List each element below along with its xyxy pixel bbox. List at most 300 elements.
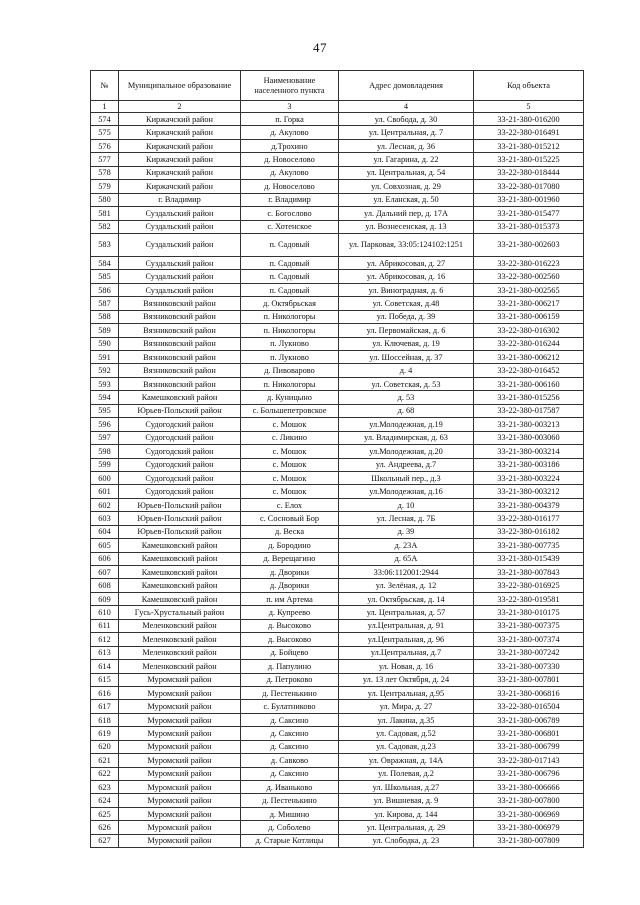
object-code-cell: 33-21-380-007801: [474, 673, 584, 686]
row-number: 598: [91, 445, 119, 458]
object-code-cell: 33-21-380-006801: [474, 727, 584, 740]
row-number: 603: [91, 512, 119, 525]
municipality-cell: Вязниковский район: [119, 297, 241, 310]
row-number: 596: [91, 418, 119, 431]
municipality-cell: Вязниковский район: [119, 364, 241, 377]
row-number: 601: [91, 485, 119, 498]
address-cell: ул. Зелёная, д. 12: [339, 579, 474, 592]
address-cell: ул. Центральная, д.95: [339, 686, 474, 699]
object-code-cell: 33-22-380-017143: [474, 754, 584, 767]
municipality-cell: г. Владимир: [119, 193, 241, 206]
settlement-cell: п. Никологоры: [241, 324, 339, 337]
settlement-cell: д. Бойцево: [241, 646, 339, 659]
table-row: [91, 153, 584, 166]
header-row: [91, 71, 584, 101]
column-number: 1: [91, 101, 119, 113]
object-code-cell: 33-21-380-015373: [474, 220, 584, 233]
table-row: [91, 807, 584, 820]
address-cell: ул. Советская, д.48: [339, 297, 474, 310]
table-row: [91, 431, 584, 444]
municipality-cell: Суздальский район: [119, 233, 241, 256]
municipality-cell: Камешковский район: [119, 539, 241, 552]
table-row: [91, 754, 584, 767]
municipality-cell: Гусь-Хрустальный район: [119, 606, 241, 619]
row-number: 622: [91, 767, 119, 780]
address-cell: ул. Школьная, д.27: [339, 781, 474, 794]
municipality-cell: Муромский район: [119, 686, 241, 699]
municipality-cell: Меленковский район: [119, 619, 241, 632]
header-number: №: [91, 71, 119, 101]
address-cell: ул. Вишневая, д. 9: [339, 794, 474, 807]
object-code-cell: 33-22-380-002560: [474, 270, 584, 283]
row-number: 602: [91, 498, 119, 511]
address-cell: ул. Первомайская, д. 6: [339, 324, 474, 337]
table-row: [91, 767, 584, 780]
municipality-cell: Киржачский район: [119, 180, 241, 193]
municipality-cell: Муромский район: [119, 713, 241, 726]
header-municipality: Муниципальное образование: [119, 71, 241, 101]
municipality-cell: Вязниковский район: [119, 377, 241, 390]
address-cell: ул. Центральная, д. 29: [339, 821, 474, 834]
row-number: 612: [91, 633, 119, 646]
object-code-cell: 33-22-380-016491: [474, 126, 584, 139]
object-code-cell: 33-21-380-003214: [474, 445, 584, 458]
municipality-cell: Юрьев-Польский район: [119, 498, 241, 511]
settlement-cell: п. Садовый: [241, 270, 339, 283]
object-code-cell: 33-21-380-007843: [474, 566, 584, 579]
row-number: 617: [91, 700, 119, 713]
municipality-cell: Киржачский район: [119, 113, 241, 126]
municipality-cell: Вязниковский район: [119, 324, 241, 337]
table-row: [91, 700, 584, 713]
address-cell: д. 39: [339, 525, 474, 538]
municipality-cell: Судогодский район: [119, 445, 241, 458]
settlement-cell: д. Акулово: [241, 166, 339, 179]
table-row: [91, 539, 584, 552]
row-number: 624: [91, 794, 119, 807]
row-number: 575: [91, 126, 119, 139]
object-code-cell: 33-21-380-007375: [474, 619, 584, 632]
settlement-cell: д. Саксино: [241, 727, 339, 740]
row-number: 586: [91, 283, 119, 296]
object-code-cell: 33-22-380-016182: [474, 525, 584, 538]
address-cell: д. 4: [339, 364, 474, 377]
object-code-cell: 33-21-380-006969: [474, 807, 584, 820]
address-cell: ул. Абрикосовая, д. 27: [339, 256, 474, 269]
address-cell: ул. Свобода, д. 30: [339, 113, 474, 126]
object-code-cell: 33-21-380-006160: [474, 377, 584, 390]
municipality-cell: Суздальский район: [119, 256, 241, 269]
row-number: 587: [91, 297, 119, 310]
municipality-cell: Вязниковский район: [119, 351, 241, 364]
table-row: [91, 646, 584, 659]
row-number: 574: [91, 113, 119, 126]
address-cell: ул. Шоссейная, д. 37: [339, 351, 474, 364]
municipality-cell: Киржачский район: [119, 153, 241, 166]
settlement-cell: с. Булатниково: [241, 700, 339, 713]
municipality-cell: Киржачский район: [119, 126, 241, 139]
row-number: 620: [91, 740, 119, 753]
settlement-cell: д. Петроково: [241, 673, 339, 686]
settlement-cell: д.Трохино: [241, 139, 339, 152]
municipality-cell: Киржачский район: [119, 139, 241, 152]
table-row: [91, 377, 584, 390]
address-cell: ул. Кирова, д. 144: [339, 807, 474, 820]
table-row: [91, 619, 584, 632]
municipality-cell: Суздальский район: [119, 270, 241, 283]
row-number: 616: [91, 686, 119, 699]
table-row: [91, 686, 584, 699]
row-number: 577: [91, 153, 119, 166]
settlement-cell: с. Мошок: [241, 458, 339, 471]
settlement-cell: п. Никологоры: [241, 310, 339, 323]
settlement-cell: д. Октябрьская: [241, 297, 339, 310]
object-code-cell: 33-22-380-016302: [474, 324, 584, 337]
settlement-cell: п. Садовый: [241, 283, 339, 296]
municipality-cell: Суздальский район: [119, 220, 241, 233]
households-table: [90, 70, 584, 848]
object-code-cell: 33-21-380-004379: [474, 498, 584, 511]
settlement-cell: д. Мишино: [241, 807, 339, 820]
address-cell: ул. Садовая, д.52: [339, 727, 474, 740]
settlement-cell: д. Папулино: [241, 660, 339, 673]
table-row: [91, 485, 584, 498]
table-row: [91, 193, 584, 206]
municipality-cell: Муромский район: [119, 834, 241, 847]
settlement-cell: д. Бородино: [241, 539, 339, 552]
address-cell: ул. Ключевая, д. 19: [339, 337, 474, 350]
settlement-cell: с. Хотенское: [241, 220, 339, 233]
settlement-cell: п. Лукново: [241, 351, 339, 364]
object-code-cell: 33-22-380-016244: [474, 337, 584, 350]
table-row: [91, 727, 584, 740]
object-code-cell: 33-21-380-006212: [474, 351, 584, 364]
object-code-cell: 33-22-380-016925: [474, 579, 584, 592]
municipality-cell: Муромский район: [119, 740, 241, 753]
address-cell: ул. Андреева, д.7: [339, 458, 474, 471]
table-row: [91, 660, 584, 673]
address-cell: ул. Лесная, д. 36: [339, 139, 474, 152]
municipality-cell: Муромский район: [119, 700, 241, 713]
row-number: 576: [91, 139, 119, 152]
table-row: [91, 592, 584, 605]
municipality-cell: Муромский район: [119, 807, 241, 820]
municipality-cell: Муромский район: [119, 754, 241, 767]
municipality-cell: Юрьев-Польский район: [119, 525, 241, 538]
row-number: 592: [91, 364, 119, 377]
row-number: 607: [91, 566, 119, 579]
address-cell: ул.Молодежная, д.19: [339, 418, 474, 431]
municipality-cell: Судогодский район: [119, 458, 241, 471]
row-number: 594: [91, 391, 119, 404]
settlement-cell: п. Никологоры: [241, 377, 339, 390]
municipality-cell: Судогодский район: [119, 418, 241, 431]
address-cell: ул. Лесная, д. 7Б: [339, 512, 474, 525]
column-number-row: [91, 101, 584, 113]
settlement-cell: п. Лукново: [241, 337, 339, 350]
row-number: 606: [91, 552, 119, 565]
settlement-cell: п. им Артема: [241, 592, 339, 605]
address-cell: ул. Слободка, д. 23: [339, 834, 474, 847]
table-row: [91, 552, 584, 565]
municipality-cell: Меленковский район: [119, 633, 241, 646]
settlement-cell: п. Горка: [241, 113, 339, 126]
settlement-cell: д. Акулово: [241, 126, 339, 139]
object-code-cell: 33-21-380-006217: [474, 297, 584, 310]
settlement-cell: д. Веска: [241, 525, 339, 538]
row-number: 588: [91, 310, 119, 323]
address-cell: ул. Центральная, д. 57: [339, 606, 474, 619]
municipality-cell: Суздальский район: [119, 283, 241, 296]
municipality-cell: Судогодский район: [119, 431, 241, 444]
settlement-cell: п. Садовый: [241, 256, 339, 269]
settlement-cell: д. Пестенькино: [241, 794, 339, 807]
row-number: 584: [91, 256, 119, 269]
row-number: 583: [91, 233, 119, 256]
address-cell: д. 23А: [339, 539, 474, 552]
object-code-cell: 33-21-380-015256: [474, 391, 584, 404]
object-code-cell: 33-21-380-003213: [474, 418, 584, 431]
table-row: [91, 391, 584, 404]
object-code-cell: 33-21-380-006796: [474, 767, 584, 780]
row-number: 591: [91, 351, 119, 364]
settlement-cell: г. Владимир: [241, 193, 339, 206]
municipality-cell: Муромский район: [119, 781, 241, 794]
settlement-cell: с. Елох: [241, 498, 339, 511]
row-number: 604: [91, 525, 119, 538]
settlement-cell: д. Дворики: [241, 579, 339, 592]
settlement-cell: с. Мошок: [241, 418, 339, 431]
table-row: [91, 418, 584, 431]
row-number: 578: [91, 166, 119, 179]
address-cell: д. 65А: [339, 552, 474, 565]
settlement-cell: с. Богослово: [241, 207, 339, 220]
table-row: [91, 512, 584, 525]
settlement-cell: с. Мошок: [241, 471, 339, 484]
settlement-cell: с. Мошок: [241, 445, 339, 458]
row-number: 590: [91, 337, 119, 350]
table-row: [91, 781, 584, 794]
table-row: [91, 834, 584, 847]
address-cell: ул. Лакина, д.35: [339, 713, 474, 726]
settlement-cell: д. Высоково: [241, 633, 339, 646]
address-cell: ул. Вознесенская, д. 13: [339, 220, 474, 233]
header-address: Адрес домовладения: [339, 71, 474, 101]
municipality-cell: Меленковский район: [119, 660, 241, 673]
table-row: [91, 233, 584, 256]
table-row: [91, 458, 584, 471]
address-cell: ул. Центральная, д. 7: [339, 126, 474, 139]
object-code-cell: 33-21-380-003212: [474, 485, 584, 498]
municipality-cell: Меленковский район: [119, 646, 241, 659]
address-cell: ул. Новая, д. 16: [339, 660, 474, 673]
municipality-cell: Муромский район: [119, 767, 241, 780]
object-code-cell: 33-21-380-007330: [474, 660, 584, 673]
table-row: [91, 220, 584, 233]
table-row: [91, 673, 584, 686]
table-row: [91, 166, 584, 179]
settlement-cell: д. Саксино: [241, 713, 339, 726]
address-cell: ул.Центральная, д. 96: [339, 633, 474, 646]
row-number: 608: [91, 579, 119, 592]
address-cell: ул. Победа, д. 39: [339, 310, 474, 323]
row-number: 619: [91, 727, 119, 740]
row-number: 600: [91, 471, 119, 484]
address-cell: ул. Гагарина, д. 22: [339, 153, 474, 166]
table-row: [91, 351, 584, 364]
table-row: [91, 337, 584, 350]
object-code-cell: 33-21-380-015439: [474, 552, 584, 565]
table-row: [91, 404, 584, 417]
municipality-cell: Камешковский район: [119, 566, 241, 579]
settlement-cell: с. Большепетровское: [241, 404, 339, 417]
municipality-cell: Камешковский район: [119, 579, 241, 592]
object-code-cell: 33-21-380-015212: [474, 139, 584, 152]
row-number: 581: [91, 207, 119, 220]
object-code-cell: 33-21-380-010175: [474, 606, 584, 619]
settlement-cell: д. Купреево: [241, 606, 339, 619]
address-cell: ул. Октябрьская, д. 14: [339, 592, 474, 605]
table-row: [91, 310, 584, 323]
address-cell: ул. Еланская, д. 50: [339, 193, 474, 206]
address-cell: ул. Полевая, д.2: [339, 767, 474, 780]
row-number: 580: [91, 193, 119, 206]
table-row: [91, 113, 584, 126]
address-cell: д. 68: [339, 404, 474, 417]
table-row: [91, 794, 584, 807]
row-number: 610: [91, 606, 119, 619]
address-cell: Школьный пер., д.3: [339, 471, 474, 484]
object-code-cell: 33-21-380-007242: [474, 646, 584, 659]
settlement-cell: д. Савково: [241, 754, 339, 767]
row-number: 627: [91, 834, 119, 847]
object-code-cell: 33-21-380-002603: [474, 233, 584, 256]
address-cell: ул. Центральная, д. 54: [339, 166, 474, 179]
table-row: [91, 525, 584, 538]
address-cell: ул. Владимирская, д. 63: [339, 431, 474, 444]
settlement-cell: д. Пестенькино: [241, 686, 339, 699]
object-code-cell: 33-22-380-016452: [474, 364, 584, 377]
object-code-cell: 33-22-380-016223: [474, 256, 584, 269]
object-code-cell: 33-22-380-019581: [474, 592, 584, 605]
row-number: 599: [91, 458, 119, 471]
settlement-cell: д. Куницыно: [241, 391, 339, 404]
settlement-cell: п. Садовый: [241, 233, 339, 256]
object-code-cell: 33-21-380-015477: [474, 207, 584, 220]
object-code-cell: 33-21-380-007735: [474, 539, 584, 552]
object-code-cell: 33-21-380-006799: [474, 740, 584, 753]
row-number: 623: [91, 781, 119, 794]
settlement-cell: с. Мошок: [241, 485, 339, 498]
settlement-cell: д. Верещагино: [241, 552, 339, 565]
table-row: [91, 180, 584, 193]
row-number: 626: [91, 821, 119, 834]
address-cell: ул. Виноградная, д. 6: [339, 283, 474, 296]
object-code-cell: 33-22-380-016504: [474, 700, 584, 713]
table-row: [91, 498, 584, 511]
row-number: 589: [91, 324, 119, 337]
table-row: [91, 713, 584, 726]
row-number: 625: [91, 807, 119, 820]
column-number: 3: [241, 101, 339, 113]
header-settlement: Наименование населенного пункта: [241, 71, 339, 101]
table-row: [91, 126, 584, 139]
object-code-cell: 33-22-380-016177: [474, 512, 584, 525]
address-cell: ул. Абрикосовая, д. 16: [339, 270, 474, 283]
table-row: [91, 445, 584, 458]
address-cell: д. 10: [339, 498, 474, 511]
table-row: [91, 566, 584, 579]
settlement-cell: д. Иваньково: [241, 781, 339, 794]
row-number: 614: [91, 660, 119, 673]
table-row: [91, 270, 584, 283]
object-code-cell: 33-21-380-001960: [474, 193, 584, 206]
address-cell: ул. Совхозная, д. 29: [339, 180, 474, 193]
settlement-cell: д. Высоково: [241, 619, 339, 632]
row-number: 613: [91, 646, 119, 659]
object-code-cell: 33-22-380-018444: [474, 166, 584, 179]
object-code-cell: 33-21-380-007800: [474, 794, 584, 807]
row-number: 605: [91, 539, 119, 552]
object-code-cell: 33-21-380-007374: [474, 633, 584, 646]
municipality-cell: Киржачский район: [119, 166, 241, 179]
municipality-cell: Судогодский район: [119, 471, 241, 484]
settlement-cell: д. Новоселово: [241, 153, 339, 166]
table-header: [91, 71, 584, 113]
address-cell: ул.Молодежная, д.16: [339, 485, 474, 498]
table-row: [91, 283, 584, 296]
table-row: [91, 256, 584, 269]
table-row: [91, 821, 584, 834]
object-code-cell: 33-21-380-006159: [474, 310, 584, 323]
municipality-cell: Камешковский район: [119, 552, 241, 565]
municipality-cell: Вязниковский район: [119, 310, 241, 323]
object-code-cell: 33-21-380-016200: [474, 113, 584, 126]
row-number: 593: [91, 377, 119, 390]
table-row: [91, 364, 584, 377]
header-object-code: Код объекта: [474, 71, 584, 101]
municipality-cell: Судогодский район: [119, 485, 241, 498]
settlement-cell: д. Саксино: [241, 767, 339, 780]
address-cell: ул. Садовая, д.23: [339, 740, 474, 753]
address-cell: 33:06:112001:2944: [339, 566, 474, 579]
address-cell: д. 53: [339, 391, 474, 404]
row-number: 615: [91, 673, 119, 686]
address-cell: ул.Центральная, д.7: [339, 646, 474, 659]
address-cell: ул. Парковая, 33:05:124102:1251: [339, 233, 474, 256]
address-cell: ул.Центральная, д. 91: [339, 619, 474, 632]
object-code-cell: 33-21-380-015225: [474, 153, 584, 166]
row-number: 579: [91, 180, 119, 193]
object-code-cell: 33-22-380-017587: [474, 404, 584, 417]
object-code-cell: 33-21-380-006666: [474, 781, 584, 794]
object-code-cell: 33-21-380-003060: [474, 431, 584, 444]
column-number: 4: [339, 101, 474, 113]
municipality-cell: Юрьев-Польский район: [119, 512, 241, 525]
row-number: 597: [91, 431, 119, 444]
municipality-cell: Муромский район: [119, 821, 241, 834]
row-number: 611: [91, 619, 119, 632]
settlement-cell: д. Саксино: [241, 740, 339, 753]
municipality-cell: Муромский район: [119, 673, 241, 686]
table-row: [91, 324, 584, 337]
column-number: 2: [119, 101, 241, 113]
table-row: [91, 207, 584, 220]
table-row: [91, 297, 584, 310]
table-row: [91, 740, 584, 753]
row-number: 618: [91, 713, 119, 726]
address-cell: ул.Молодежная, д.20: [339, 445, 474, 458]
